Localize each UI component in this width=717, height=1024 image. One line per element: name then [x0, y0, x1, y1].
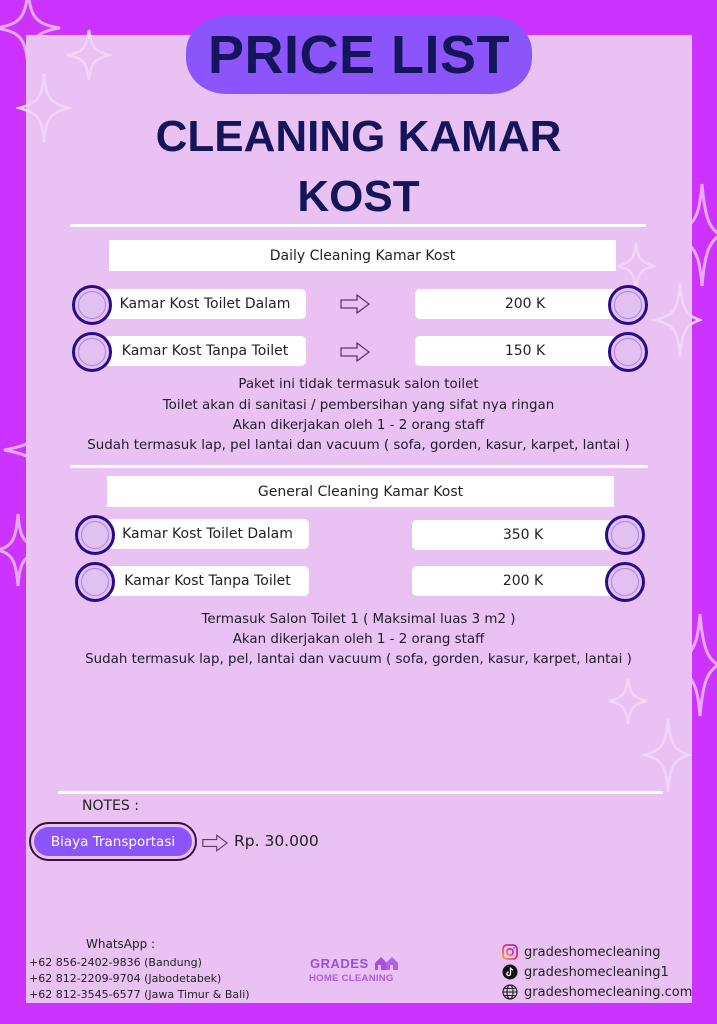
arrow-right-icon — [202, 834, 228, 852]
service-price: 350 K — [412, 520, 634, 550]
logo-text: GRADES — [310, 956, 369, 971]
service-price: 200 K — [415, 289, 635, 319]
instagram-icon — [502, 944, 518, 960]
logo-subtext: HOME CLEANING — [309, 973, 394, 984]
sparkle-icon — [66, 27, 112, 83]
sparkle-icon — [614, 240, 658, 292]
service-label: Kamar Kost Tanpa Toilet — [106, 566, 309, 596]
bullet-circle-icon — [75, 515, 115, 555]
notes-label: NOTES : — [82, 798, 139, 814]
service-price: 200 K — [412, 566, 634, 596]
social-website[interactable] — [502, 984, 692, 1000]
service-label: Kamar Kost Toilet Dalam — [106, 519, 309, 549]
transport-fee-label: Biaya Transportasi — [34, 827, 192, 856]
service-price: 150 K — [415, 336, 635, 366]
bullet-circle-icon — [72, 285, 112, 325]
subtitle-line-2: KOST — [297, 172, 420, 221]
title-badge — [186, 16, 532, 94]
tiktok-icon — [502, 964, 518, 980]
section-note: Akan dikerjakan oleh 1 - 2 orang staff — [232, 632, 485, 647]
globe-icon — [502, 984, 518, 1000]
transport-fee-badge — [29, 822, 197, 861]
whatsapp-number: +62 812-2209-9704 (Jabodetabek) — [29, 972, 222, 985]
sparkle-icon — [606, 675, 650, 727]
social-handle: gradeshomecleaning1 — [524, 964, 669, 980]
divider — [70, 465, 648, 468]
bullet-circle-icon — [608, 332, 648, 372]
brand-logo — [306, 954, 410, 988]
service-label: Kamar Kost Toilet Dalam — [104, 289, 306, 319]
bullet-circle-icon — [608, 285, 648, 325]
section-heading-general: General Cleaning Kamar Kost — [107, 476, 614, 507]
house-logo-icon — [374, 955, 404, 971]
section-note: Toilet akan di sanitasi / pembersihan yang sifat nya ringan — [162, 398, 555, 413]
bullet-circle-icon — [75, 562, 115, 602]
sparkle-icon — [652, 280, 702, 360]
section-note: Akan dikerjakan oleh 1 - 2 orang staff — [232, 418, 485, 433]
section-heading-daily: Daily Cleaning Kamar Kost — [109, 240, 616, 271]
section-note: Sudah termasuk lap, pel lantai dan vacuum ( sofa, gorden, kasur, karpet, lantai ) — [87, 438, 630, 453]
divider — [70, 224, 646, 227]
social-tiktok[interactable] — [502, 964, 669, 980]
whatsapp-number: +62 812-3545-6577 (Jawa Timur & Bali) — [29, 988, 250, 1001]
whatsapp-number: +62 856-2402-9836 (Bandung) — [29, 956, 202, 969]
section-note: Sudah termasuk lap, pel, lantai dan vacuum ( sofa, gorden, kasur, karpet, lantai ) — [85, 652, 632, 667]
social-handle: gradeshomecleaning — [524, 944, 661, 960]
subtitle-line-1: CLEANING KAMAR — [155, 112, 562, 161]
divider — [58, 791, 663, 794]
page-title: PRICE LIST — [207, 25, 511, 85]
section-note: Termasuk Salon Toilet 1 ( Maksimal luas 3 m2 ) — [201, 612, 516, 627]
section-note: Paket ini tidak termasuk salon toilet — [238, 377, 479, 392]
transport-fee-price: Rp. 30.000 — [234, 832, 319, 850]
arrow-right-icon — [340, 294, 370, 314]
social-instagram[interactable] — [502, 944, 661, 960]
bullet-circle-icon — [72, 332, 112, 372]
service-label: Kamar Kost Tanpa Toilet — [104, 336, 306, 366]
social-handle: gradeshomecleaning.com — [524, 984, 693, 1000]
whatsapp-title: WhatsApp : — [86, 937, 156, 951]
bullet-circle-icon — [605, 515, 645, 555]
arrow-right-icon — [340, 342, 370, 362]
bullet-circle-icon — [605, 562, 645, 602]
sparkle-icon — [642, 715, 692, 795]
